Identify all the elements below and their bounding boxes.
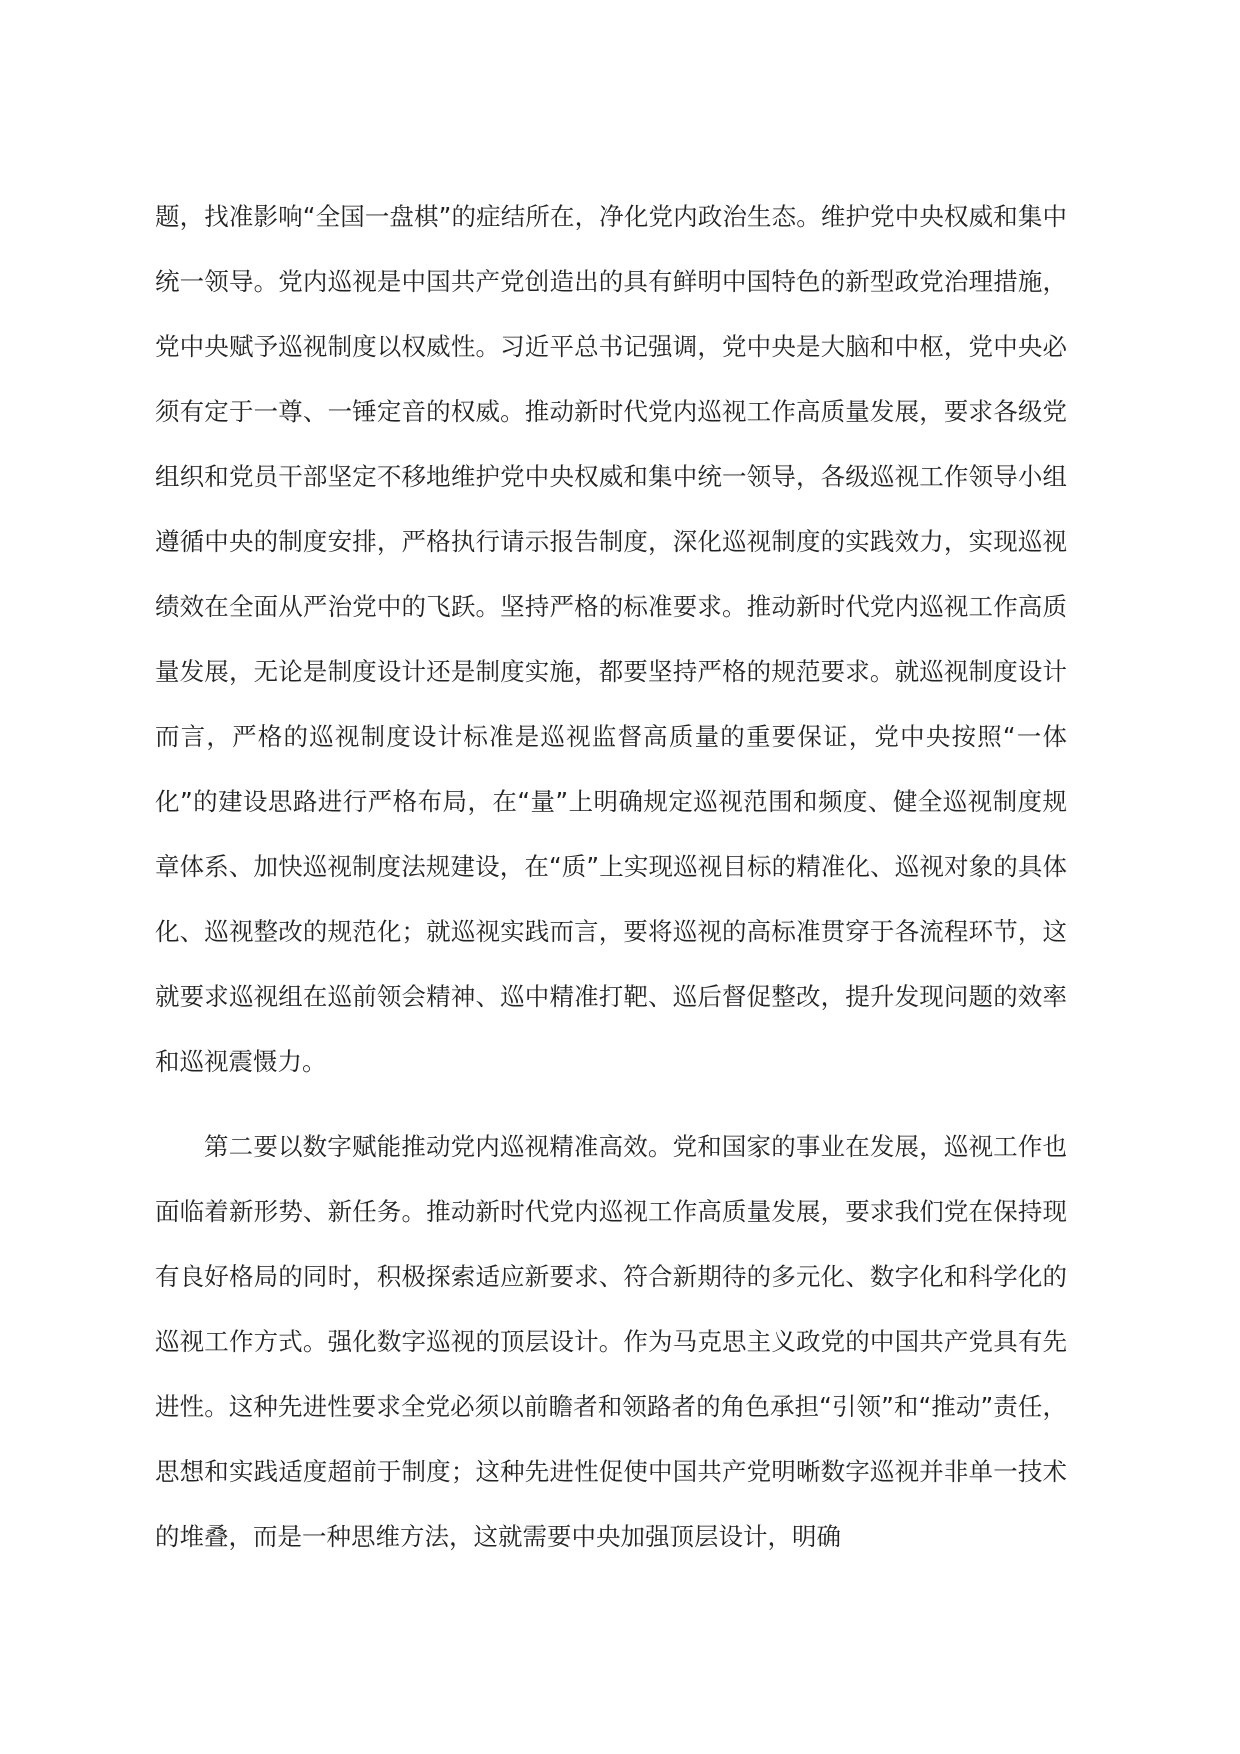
paragraph-continued: 题，找准影响“全国一盘棋”的症结所在，净化党内政治生态。维护党中央权威和集中统一领导。党内巡视是中国共产党创造出的具有鲜明中国特色的新型政党治理措施，党中央赋予巡视制度以权威性。习近平总书记强调，党中央是大脑和中枢，党中央必须有定于一尊、一锤定音的权威。推动新时代党内巡视工作高质量发展，要求各级党组织和党员干部坚定不移地维护党中央权威和集中统一领导，各级巡视工作领导小组遵循中央的制度安排，严格执行请示报告制度，深化巡视制度的实践效力，实现巡视绩效在全面从严治党中的飞跃。坚持严格的标准要求。推动新时代党内巡视工作高质量发展，无论是制度设计还是制度实施，都要坚持严格的规范要求。就巡视制度设计而言，严格的巡视制度设计标准是巡视监督高质量的重要保证，党中央按照“一体化”的建设思路进行严格布局，在“量”上明确规定巡视范围和频度、健全巡视制度规章体系、加快巡视制度法规建设，在“质”上实现巡视目标的精准化、巡视对象的具体化、巡视整改的规范化；就巡视实践而言，要将巡视的高标准贯穿于各流程环节，这就要求巡视组在巡前领会精神、巡中精准打靶、巡后督促整改，提升发现问题的效率和巡视震慑力。: [155, 202, 1067, 1076]
paragraph-digital-inspection: 第二要以数字赋能推动党内巡视精准高效。党和国家的事业在发展，巡视工作也面临着新形势、新任务。推动新时代党内巡视工作高质量发展，要求我们党在保持现有良好格局的同时，积极探索适应新要求、符合新期待的多元化、数字化和科学化的巡视工作方式。强化数字巡视的顶层设计。作为马克思主义政党的中国共产党具有先进性。这种先进性要求全党必须以前瞻者和领路者的角色承担“引领”和“推动”责任，思想和实践适度超前于制度；这种先进性促使中国共产党明晰数字巡视并非单一技术的堆叠，而是一种思维方法，这就需要中央加强顶层设计，明确: [155, 1132, 1067, 1551]
